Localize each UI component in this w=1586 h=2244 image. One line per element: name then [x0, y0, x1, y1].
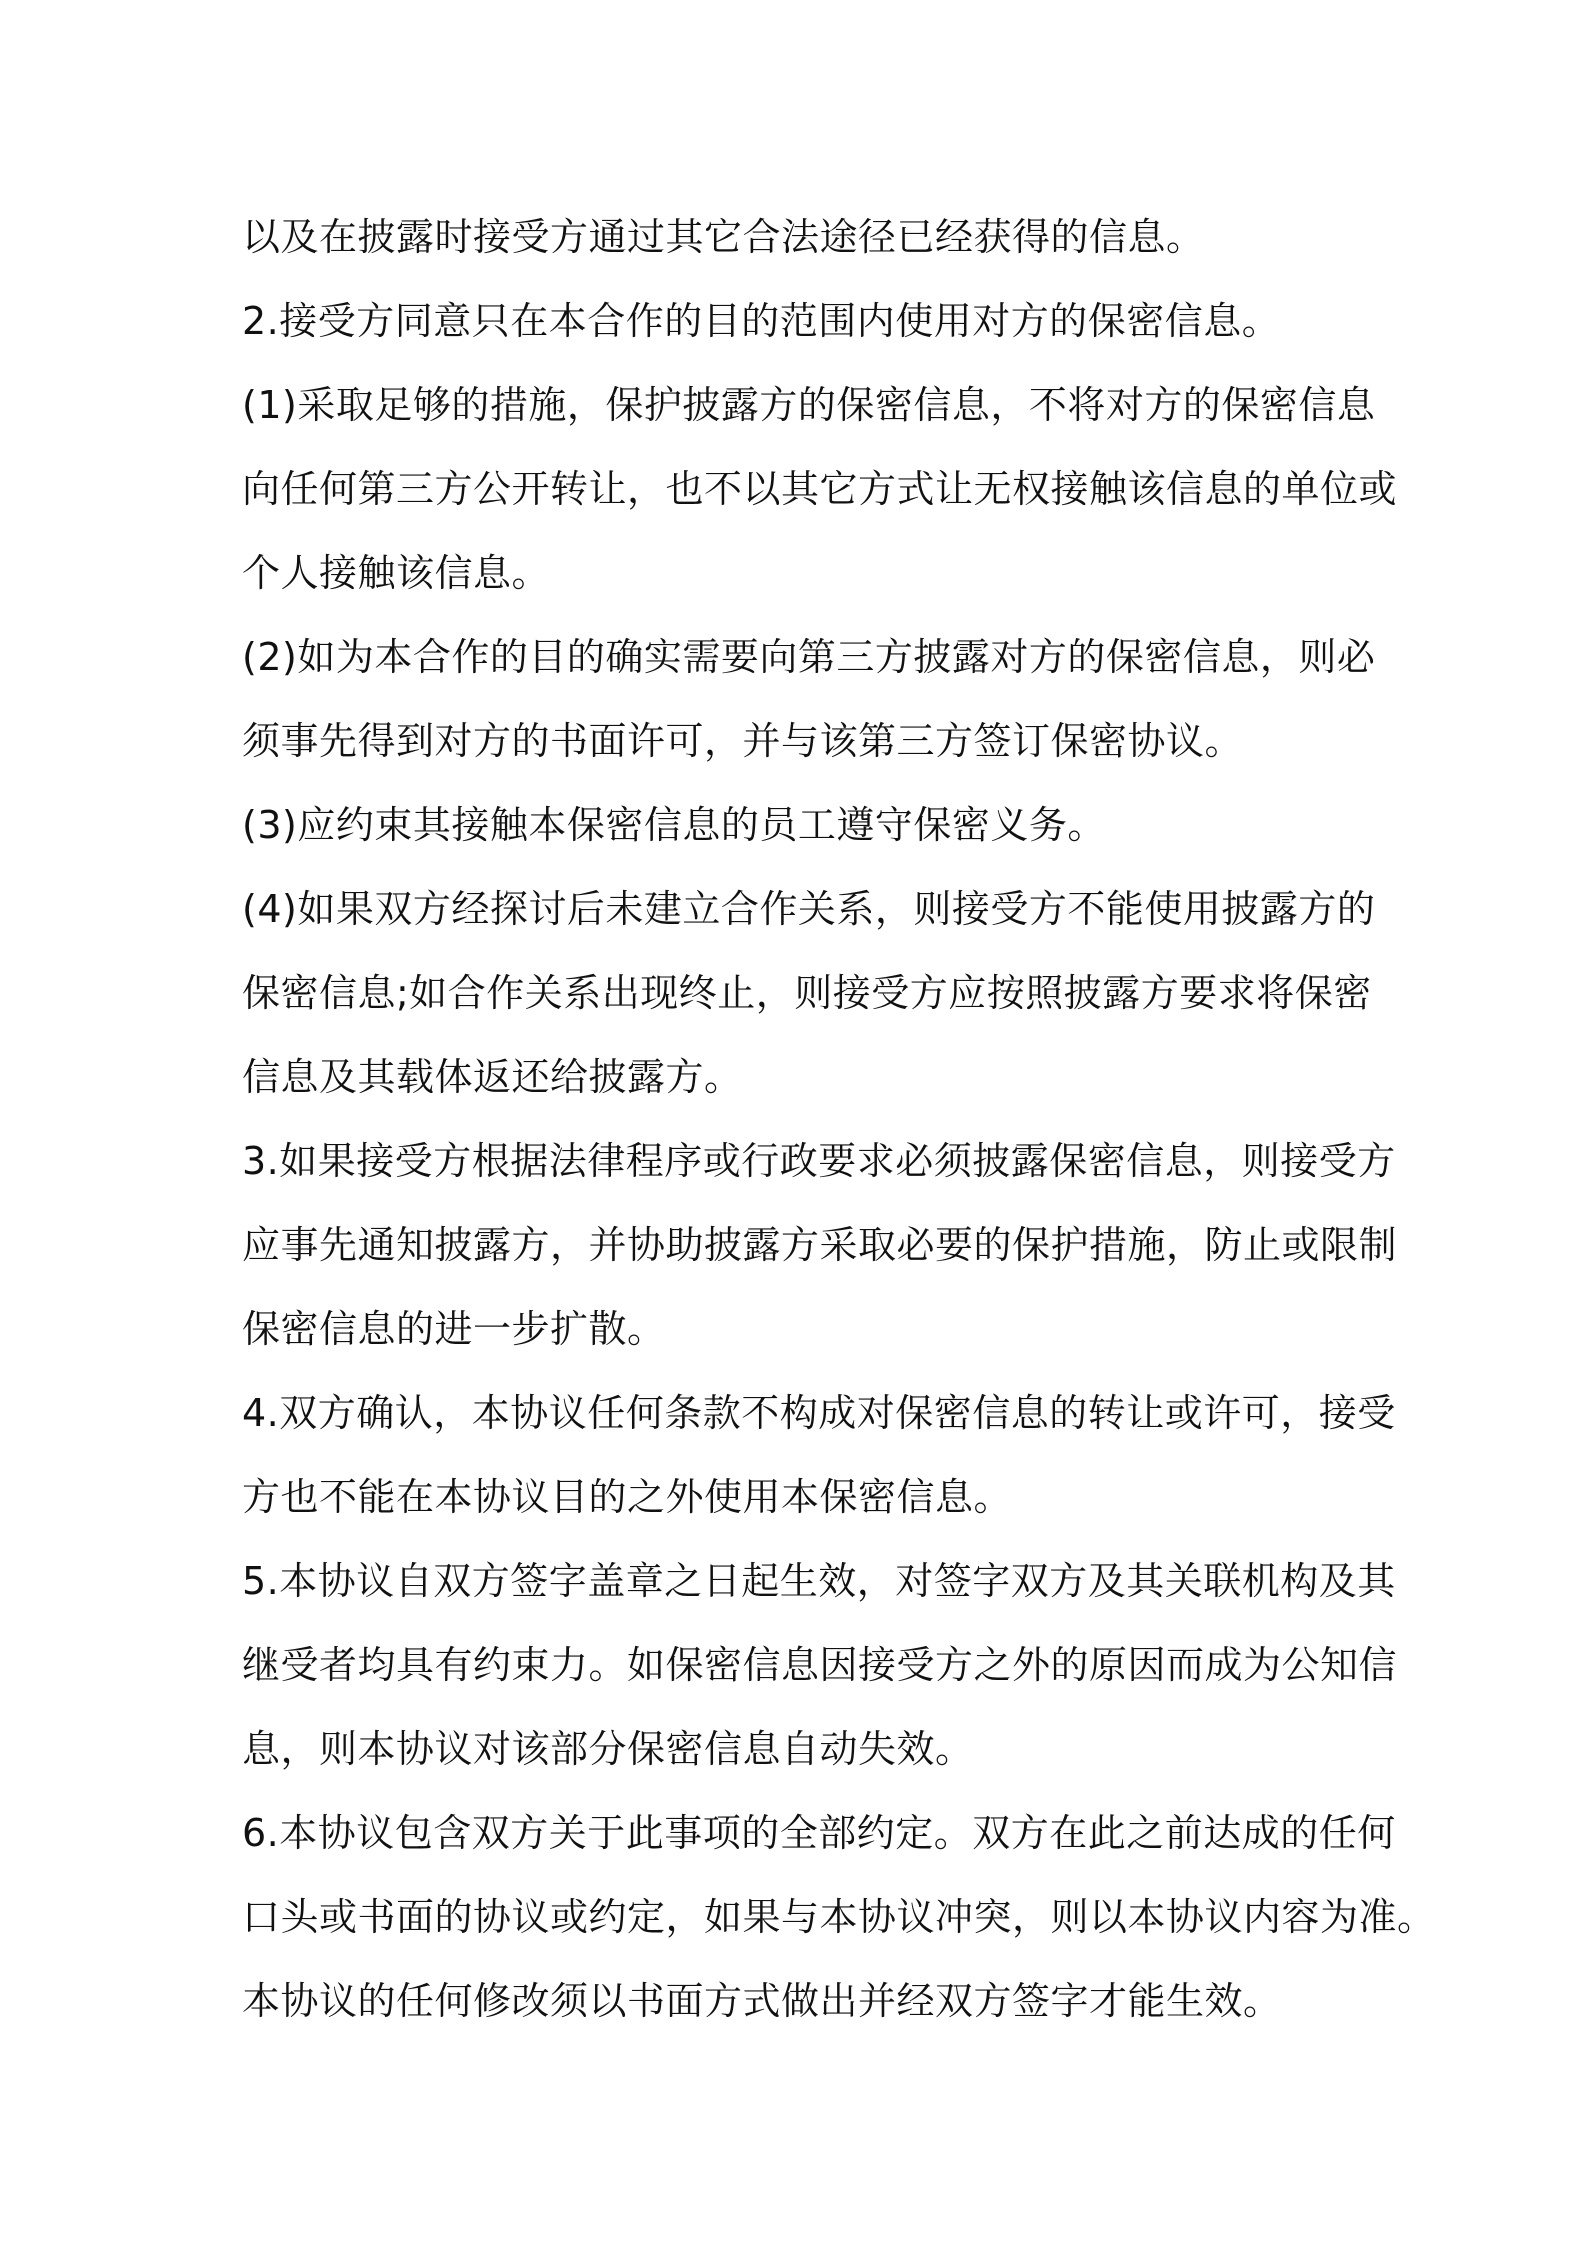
text-line: 本协议的任何修改须以书面方式做出并经双方签字才能生效。 [242, 1979, 1282, 2023]
text-line: (2)如为本合作的目的确实需要向第三方披露对方的保密信息，则必 [242, 635, 1376, 679]
text-line: 继受者均具有约束力。如保密信息因接受方之外的原因而成为公知信 [242, 1643, 1398, 1687]
text-line: 6.本协议包含双方关于此事项的全部约定。双方在此之前达成的任何 [242, 1811, 1396, 1855]
text-line: 须事先得到对方的书面许可，并与该第三方签订保密协议。 [242, 719, 1244, 763]
text-line: 方也不能在本协议目的之外使用本保密信息。 [242, 1475, 1013, 1519]
text-line: 个人接触该信息。 [242, 551, 551, 595]
text-line: 5.本协议自双方签字盖章之日起生效，对签字双方及其关联机构及其 [242, 1559, 1396, 1603]
text-line: 保密信息的进一步扩散。 [242, 1307, 666, 1351]
text-line: 向任何第三方公开转让，也不以其它方式让无权接触该信息的单位或 [242, 467, 1398, 511]
text-line: 3.如果接受方根据法律程序或行政要求必须披露保密信息，则接受方 [242, 1139, 1396, 1183]
text-line: 信息及其载体返还给披露方。 [242, 1055, 743, 1099]
text-line: 4.双方确认，本协议任何条款不构成对保密信息的转让或许可，接受 [242, 1391, 1396, 1435]
text-line: 以及在披露时接受方通过其它合法途径已经获得的信息。 [242, 215, 1205, 259]
text-line: 应事先通知披露方，并协助披露方采取必要的保护措施，防止或限制 [242, 1223, 1398, 1267]
text-line: (4)如果双方经探讨后未建立合作关系，则接受方不能使用披露方的 [242, 887, 1376, 931]
text-line: (1)采取足够的措施，保护披露方的保密信息，不将对方的保密信息 [242, 383, 1376, 427]
text-line: 2.接受方同意只在本合作的目的范围内使用对方的保密信息。 [242, 299, 1281, 343]
document-body [242, 195, 1436, 2043]
text-line: 口头或书面的协议或约定，如果与本协议冲突，则以本协议内容为准。 [242, 1895, 1436, 1939]
text-line: 保密信息;如合作关系出现终止，则接受方应按照披露方要求将保密 [242, 971, 1372, 1015]
text-line: 息，则本协议对该部分保密信息自动失效。 [242, 1727, 974, 1771]
text-line: (3)应约束其接触本保密信息的员工遵守保密义务。 [242, 803, 1106, 847]
